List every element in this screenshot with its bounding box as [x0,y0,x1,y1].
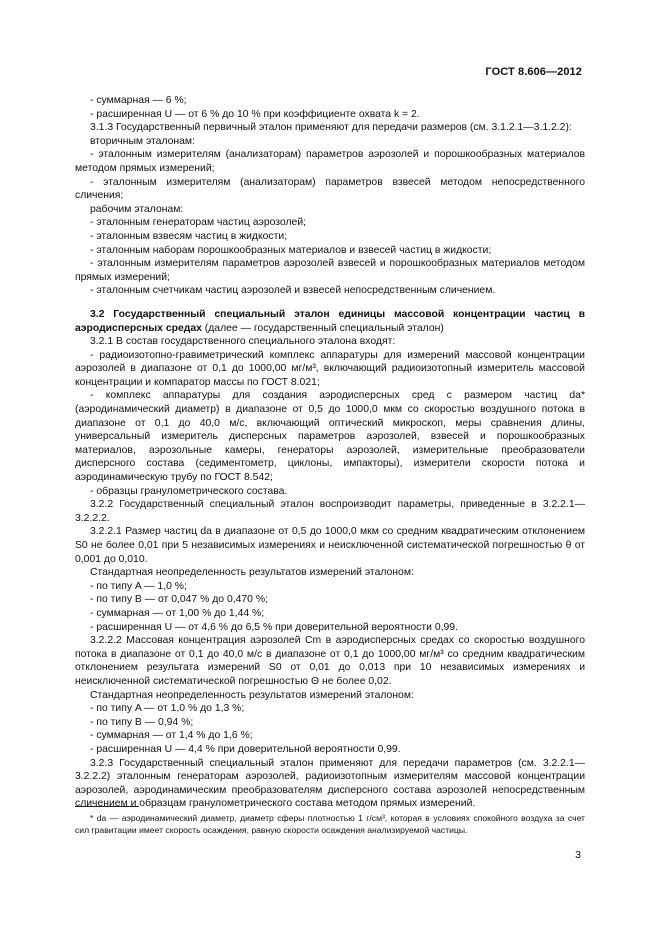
paragraph: - образцы гранулометрического состава. [90,485,288,497]
section-heading [75,308,585,335]
section-title-rest: (далее — государственный специальный эталон) [201,322,444,334]
footnote: * dа — аэродинамический диаметр, диаметр сферы плотностью 1 г/см³, которая в условиях спокойного воздуха за счет сил гравитации имеет скорость осаждения, равную скорости осаждения анализируемой частицы. [75,813,585,835]
paragraph: 3.2.2.1 Размер частиц dа в диапазоне от 0,5 до 1000,0 мкм со средним квадратическим отклонением S0 не более 0,01 при 5 независимых измерениях и неисключенной систематической погрешностью θ от 0,001 до 0,010. [75,526,585,565]
paragraph: - суммарная — 6 %; [90,95,187,106]
paragraph: - эталонным взвесям частиц в жидкости; [90,230,288,242]
paragraph: - по типу A — 1,0 %; [90,580,187,592]
paragraph: Стандартная неопределенность результатов измерений эталоном: [90,689,414,701]
document-body [75,94,585,811]
paragraph: - эталонным измерителям (анализаторам) параметров аэрозолей и порошкообразных материалов методом прямых измерений; [75,149,585,174]
paragraph: Стандартная неопределенность результатов измерений эталоном: [90,567,414,579]
section-title-bold: 3.2 Государственный специальный эталон единицы массовой концентрации частиц в аэродисперсных средах [75,308,585,334]
paragraph: - эталонным наборам порошкообразных материалов и взвесей частиц в жидкости; [90,244,492,256]
paragraph: - расширенная U — от 6 % до 10 % при коэффициенте охвата k = 2. [90,108,420,120]
paragraph: 3.2.3 Государственный специальный эталон применяют для передачи параметров (см. 3.2.2.1—3.2.2.2) эталонным генераторам аэрозолей, радиоизотопным измерителям массовой концентрации аэрозолей, аэродинамическим преобразователям дисперсного состава аэрозолей непосредственным сличением и образцам гранулометрического состава методом прямых измерений. [75,757,585,810]
paragraph: - расширенная U — от 4,6 % до 6,5 % при доверительной вероятности 0,99. [90,621,458,633]
paragraph: рабочим эталонам: [90,203,184,215]
paragraph: - суммарная — от 1,00 % до 1,44 %; [90,607,265,619]
page-number: 3 [575,849,581,861]
paragraph: - эталонным измерителям параметров аэрозолей взвесей и порошкообразных материалов методом прямых измерений; [75,258,585,283]
paragraph: 3.2.2.2 Массовая концентрация аэрозолей Cm в аэродисперсных средах со скоростью воздушного потока в диапазоне от 0,1 до 40,0 м/с в диапазоне от 0,1 до 1000,00 мг/м³ со средним квадратическим отклонением результата измерений S0 от 0,01 до 0,013 при 10 независимых измерениях и неисключенной систематической погрешностью Θ не более 0,02. [75,635,585,687]
paragraph: - суммарная — от 1,4 % до 1,6 %; [90,730,253,742]
paragraph: - эталонным измерителям (анализаторам) параметров взвесей методом непосредственного сличения; [75,176,585,202]
paragraph: 3.2.2 Государственный специальный эталон воспроизводит параметры, приведенные в 3.2.2.1—3.2.2.2. [75,499,585,524]
paragraph: - по типу B — от 0,047 % до 0,470 %; [90,594,268,606]
paragraph: - комплекс аппаратуры для создания аэродисперсных сред с размером частиц dа* (аэродинамический диаметр) в диапазоне от 0,5 до 1000,0 мкм со скоростью воздушного потока в диапазоне от 0,1 до 40,0 м/с, включающий оптический микроскоп, меры сравнения длины, универсальный измеритель дисперсных параметров аэрозолей, взвесей и порошкообразных материалов, аэрозольные камеры, генераторы аэрозолей, измерительные преобразователи дисперсного состава (седиментометр, циклоны, импакторы), измерители скорости потока и аэродинамическую трубу по ГОСТ 8.542; [75,390,585,484]
paragraph: 3.1.3 Государственный первичный эталон применяют для передачи размеров (см. 3.1.2.1—3.1.2.2): [90,122,572,134]
footnote-separator [75,806,139,807]
paragraph: 3.2.1 В состав государственного специального эталона входят: [90,336,396,348]
document-header: ГОСТ 8.606—2012 [485,66,582,78]
paragraph: - по типу B — 0,94 %; [90,716,194,728]
paragraph: - по типу A — от 1,0 % до 1,3 %; [90,703,245,715]
paragraph: - радиоизотопно-гравиметрический комплекс аппаратуры для измерений массовой концентрации аэрозолей в диапазоне от 0,1 до 1000,00 мг/м³, включающий радиоизотопный измеритель массовой концентрации и компаратор массы по ГОСТ 8.021; [75,349,585,388]
paragraph: - эталонным генераторам частиц аэрозолей; [90,217,307,229]
paragraph: - эталонным счетчикам частиц аэрозолей и взвесей непосредственным сличением. [90,285,496,297]
paragraph: - расширенная U — 4,4 % при доверительной вероятности 0,99. [90,743,401,755]
paragraph: вторичным эталонам: [90,135,195,147]
